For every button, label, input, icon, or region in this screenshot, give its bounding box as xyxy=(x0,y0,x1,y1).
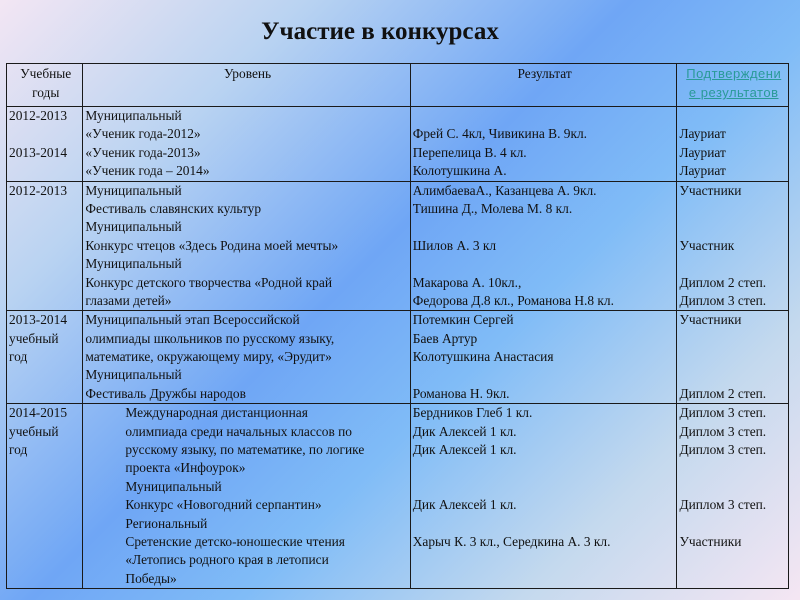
years-cell xyxy=(7,311,83,404)
table-row xyxy=(7,404,789,589)
years-cell-line: учебный xyxy=(9,330,59,346)
level-cell-line: Муниципальный xyxy=(85,256,182,272)
header-years xyxy=(7,64,83,107)
years-cell-line: 2012-2013 xyxy=(9,182,68,198)
level-cell-line: Муниципальный xyxy=(85,367,182,383)
years-cell-line: 2014-2015 xyxy=(9,405,68,421)
level-cell-line: олимпиада среди начальных классов по xyxy=(125,423,352,439)
confirmation-cell-line xyxy=(679,107,788,125)
result-cell-line: Бердников Глеб 1 кл. xyxy=(412,405,533,421)
result-cell-line xyxy=(413,478,677,496)
level-cell xyxy=(83,404,410,589)
level-cell-line: Конкурс детского творчества «Родной край xyxy=(85,274,332,290)
result-cell xyxy=(410,181,677,311)
level-cell-line: проекта «Инфоурок» xyxy=(125,460,246,476)
level-cell xyxy=(83,311,410,404)
result-cell-line: АлимбаеваА., Казанцева А. 9кл. xyxy=(412,182,597,198)
contests-table xyxy=(6,63,789,589)
level-cell-line: Фестиваль славянских культур xyxy=(85,200,262,216)
result-cell-line: Дик Алексей 1 кл. xyxy=(412,497,517,513)
confirmation-cell xyxy=(677,107,789,182)
level-cell-line: Победы» xyxy=(125,570,177,586)
level-cell-line: Муниципальный этап Всероссийской xyxy=(85,312,300,328)
result-cell-line xyxy=(413,515,677,533)
years-cell-line: 2013-2014 xyxy=(9,144,68,160)
years-cell xyxy=(7,107,83,182)
confirmation-cell-line: Участники xyxy=(679,182,742,198)
confirmation-cell xyxy=(677,311,789,404)
result-cell-line: Колотушкина Анастасия xyxy=(412,349,554,365)
level-cell xyxy=(83,181,410,311)
result-cell-line: Тишина Д., Молева М. 8 кл. xyxy=(412,200,573,216)
result-cell-line xyxy=(413,255,677,273)
confirmation-cell-line xyxy=(679,255,788,273)
header-result: Результат xyxy=(410,64,677,107)
confirmation-cell-line xyxy=(679,200,788,218)
level-cell-line: Фестиваль Дружбы народов xyxy=(85,385,246,401)
result-cell xyxy=(410,404,677,589)
level-cell-line: Конкурс чтецов «Здесь Родина моей мечты» xyxy=(85,237,339,253)
level-cell xyxy=(83,107,410,182)
years-cell-line: 2012-2013 xyxy=(9,108,68,123)
confirmation-cell-line xyxy=(679,366,788,384)
level-cell-line: «Ученик года-2013» xyxy=(85,144,201,160)
result-cell-line xyxy=(413,107,677,125)
confirmation-cell-line: Диплом 3 степ. xyxy=(679,405,767,421)
confirmation-cell-line: Диплом 2 степ. xyxy=(679,274,767,290)
level-cell-line: Международная дистанционная xyxy=(125,405,308,421)
years-cell-line: год xyxy=(9,442,28,458)
confirmation-cell-line: Участники xyxy=(679,533,742,549)
confirmation-cell-line: Лауриат xyxy=(679,163,726,179)
confirmation-cell-line xyxy=(679,478,788,496)
confirmation-cell-line: Диплом 3 степ. xyxy=(679,442,767,458)
header-level: Уровень xyxy=(83,64,410,107)
level-cell-line: олимпиады школьников по русскому языку, xyxy=(85,330,335,346)
confirmation-cell-line: Диплом 3 степ. xyxy=(679,292,767,308)
confirmation-cell-line: Лауриат xyxy=(679,126,726,142)
confirmation-cell-line: Участник xyxy=(679,237,735,253)
level-cell-line: «Летопись родного края в летописи xyxy=(125,552,329,568)
result-cell-line xyxy=(413,459,677,477)
level-cell-line: Сретенские детско-юношеские чтения xyxy=(125,533,345,549)
confirmation-cell-line xyxy=(679,218,788,236)
header-years-line: годы xyxy=(32,85,60,100)
result-cell-line: Колотушкина А. xyxy=(412,163,507,179)
level-cell-line: глазами детей» xyxy=(85,292,172,308)
table-header-row xyxy=(7,64,789,107)
level-cell-line: Конкурс «Новогодний серпантин» xyxy=(125,497,322,513)
confirmation-cell-line xyxy=(679,515,788,533)
confirmation-link[interactable]: Подтверждени е результатов xyxy=(686,66,782,100)
level-cell-line: Муниципальный xyxy=(85,219,182,235)
confirmation-cell-line: Диплом 3 степ. xyxy=(679,423,767,439)
level-cell-line: Региональный xyxy=(125,515,208,531)
confirmation-cell-line xyxy=(679,330,788,348)
years-cell xyxy=(7,181,83,311)
confirmation-cell-line: Диплом 2 степ. xyxy=(679,385,767,401)
level-cell-line: Муниципальный xyxy=(85,182,182,198)
years-cell-line: год xyxy=(9,349,28,365)
years-cell-line: 2013-2014 xyxy=(9,312,68,328)
level-cell-line: Муниципальный xyxy=(125,478,222,494)
result-cell-line: Макарова А. 10кл., xyxy=(412,274,522,290)
result-cell-line: Дик Алексей 1 кл. xyxy=(412,423,517,439)
result-cell-line: Фрей С. 4кл, Чивикина В. 9кл. xyxy=(412,126,588,142)
result-cell-line: Потемкин Сергей xyxy=(412,312,514,328)
confirmation-cell-line xyxy=(679,459,788,477)
header-confirmation xyxy=(677,64,789,107)
years-cell xyxy=(7,404,83,589)
confirmation-cell-line: Лауриат xyxy=(679,144,726,160)
result-cell-line: Харыч К. 3 кл., Середкина А. 3 кл. xyxy=(412,533,611,549)
confirmation-cell-line xyxy=(679,348,788,366)
result-cell-line xyxy=(413,218,677,236)
result-cell-line: Федорова Д.8 кл., Романова Н.8 кл. xyxy=(412,292,614,308)
result-cell-line: Перепелица В. 4 кл. xyxy=(412,144,527,160)
years-cell-line xyxy=(9,125,82,143)
result-cell xyxy=(410,107,677,182)
page-title: Участие в конкурсах xyxy=(261,18,499,45)
level-cell-line: «Ученик года-2012» xyxy=(85,126,201,142)
confirmation-cell xyxy=(677,181,789,311)
level-cell-line: Муниципальный xyxy=(85,108,182,123)
years-cell-line: учебный xyxy=(9,423,59,439)
result-cell-line: Дик Алексей 1 кл. xyxy=(412,442,517,458)
result-cell-line: Баев Артур xyxy=(412,330,478,346)
result-cell-line: Романова Н. 9кл. xyxy=(412,385,510,401)
confirmation-cell xyxy=(677,404,789,589)
table-row xyxy=(7,311,789,404)
level-cell-line: математике, окружающему миру, «Эрудит» xyxy=(85,349,332,365)
header-years-line: Учебные xyxy=(20,66,72,81)
confirmation-cell-line: Участники xyxy=(679,312,742,328)
level-cell-line: «Ученик года – 2014» xyxy=(85,163,210,179)
result-cell xyxy=(410,311,677,404)
result-cell-line: Шилов А. 3 кл xyxy=(412,237,497,253)
level-cell-line: русскому языку, по математике, по логике xyxy=(125,442,365,458)
result-cell-line xyxy=(413,366,677,384)
table-row xyxy=(7,107,789,182)
table-row xyxy=(7,181,789,311)
confirmation-cell-line: Диплом 3 степ. xyxy=(679,497,767,513)
